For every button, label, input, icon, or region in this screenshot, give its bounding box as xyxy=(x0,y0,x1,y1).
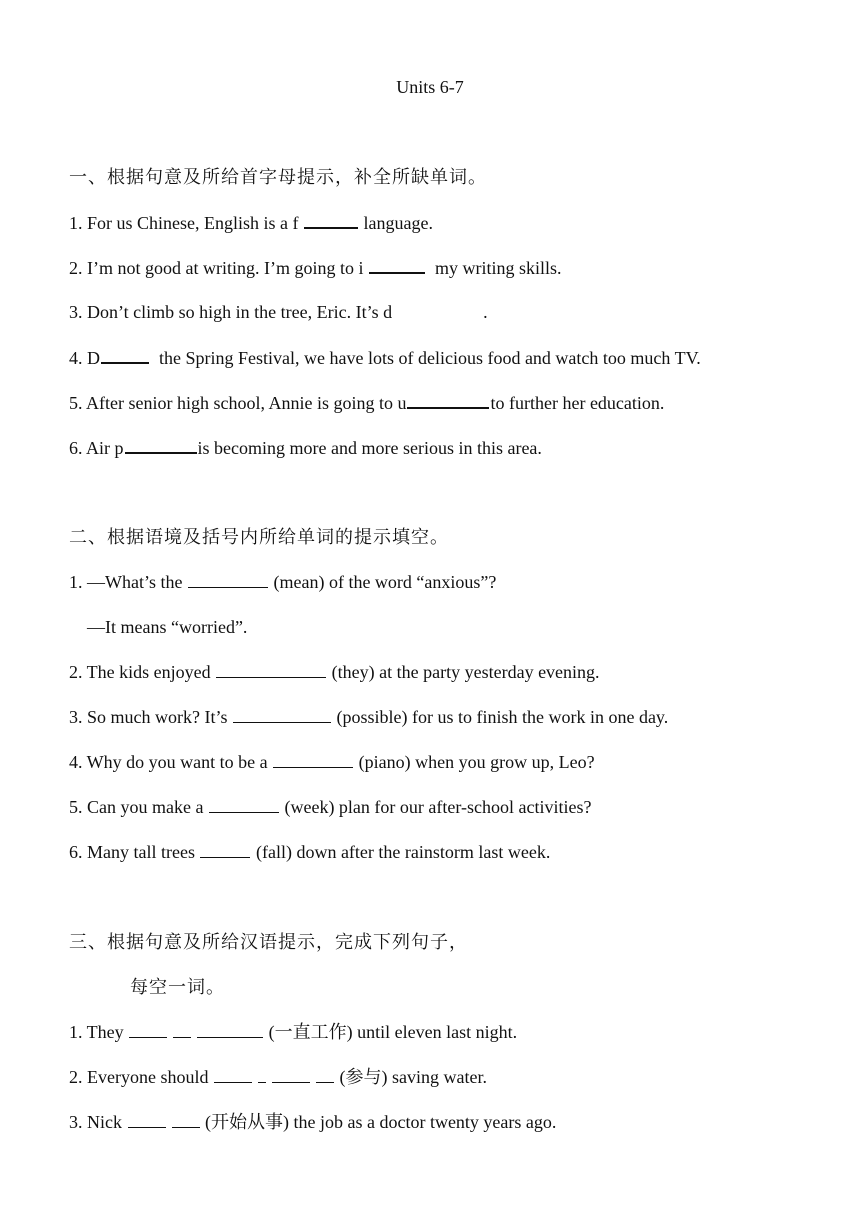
s2-q3-text-b: (possible) for us to finish the work in one day. xyxy=(331,707,669,727)
s2-q5-text-a: 5. Can you make a xyxy=(69,797,208,817)
s3-q1-text-b: (一直工作) until eleven last night. xyxy=(264,1022,518,1042)
s3-question-3 xyxy=(69,1111,556,1133)
s1-q5-blank[interactable] xyxy=(407,391,489,409)
s2-q6-text-b: (fall) down after the rainstorm last week. xyxy=(251,842,551,862)
s1-q4-blank[interactable] xyxy=(101,346,149,364)
s2-question-5 xyxy=(69,796,591,818)
s2-q1-answer-text: —It means “worried”. xyxy=(69,617,248,637)
s3-q2-blank-4[interactable] xyxy=(316,1066,334,1083)
s3-q1-text-a: 1. They xyxy=(69,1022,129,1042)
page-title: Units 6-7 xyxy=(396,77,464,97)
s2-q4-text-b: (piano) when you grow up, Leo? xyxy=(354,752,595,772)
s1-q6-text-a: 6. Air p xyxy=(69,438,124,458)
s2-q3-text-a: 3. So much work? It’s xyxy=(69,707,232,727)
s2-question-1-answer xyxy=(69,616,247,638)
s2-q6-blank[interactable] xyxy=(200,841,250,858)
s3-question-2 xyxy=(69,1066,487,1088)
s2-q1-text-a: 1. —What’s the xyxy=(69,572,187,592)
s2-q4-text-a: 4. Why do you want to be a xyxy=(69,752,273,772)
s3-q2-text-a: 2. Everyone should xyxy=(69,1067,213,1087)
s2-q1-text-b: (mean) of the word “anxious”? xyxy=(268,572,497,592)
section-1-heading: 一、根据句意及所给首字母提示，补全所缺单词。 xyxy=(69,167,487,187)
s1-q6-blank[interactable] xyxy=(125,436,197,454)
s2-q5-blank[interactable] xyxy=(209,796,279,813)
s1-q5-text-a: 5. After senior high school, Annie is going to u xyxy=(69,393,407,413)
s1-q3-text-a: 3. Don’t climb so high in the tree, Eric. It’s d xyxy=(69,302,393,322)
s1-question-4 xyxy=(69,346,701,369)
s1-q3-text-b: . xyxy=(483,302,488,322)
s2-question-1 xyxy=(69,571,496,593)
s3-question-1 xyxy=(69,1021,517,1043)
s1-q2-blank[interactable] xyxy=(369,256,425,274)
s3-q2-blank-1[interactable] xyxy=(214,1066,252,1083)
s2-question-2 xyxy=(69,661,600,683)
s1-question-3 xyxy=(69,301,488,323)
s2-q3-blank[interactable] xyxy=(233,706,331,723)
s3-q1-blank-2[interactable] xyxy=(173,1021,191,1038)
s2-q1-blank[interactable] xyxy=(188,571,268,588)
s2-question-3 xyxy=(69,706,668,728)
s3-q2-text-b: (参与) saving water. xyxy=(334,1067,487,1087)
s3-q3-blank-2[interactable] xyxy=(172,1111,200,1128)
s2-q2-blank[interactable] xyxy=(216,661,326,678)
s2-q5-text-b: (week) plan for our after-school activities? xyxy=(279,797,592,817)
s1-q1-text-a: 1. For us Chinese, English is a f xyxy=(69,213,303,233)
s2-q4-blank[interactable] xyxy=(273,751,353,768)
s1-q6-text-b: is becoming more and more serious in this area. xyxy=(197,438,542,458)
s2-q2-text-b: (they) at the party yesterday evening. xyxy=(327,662,600,682)
s3-q1-blank-3[interactable] xyxy=(197,1021,263,1038)
s1-question-1 xyxy=(69,211,433,234)
s2-q2-text-a: 2. The kids enjoyed xyxy=(69,662,216,682)
section-2-heading: 二、根据语境及括号内所给单词的提示填空。 xyxy=(69,527,449,547)
s3-q2-blank-2[interactable] xyxy=(258,1066,266,1083)
s1-q1-blank[interactable] xyxy=(304,211,358,229)
s1-q2-text-b: my writing skills. xyxy=(425,258,562,278)
s3-q3-blank-1[interactable] xyxy=(128,1111,166,1128)
s3-q3-text-b: (开始从事) the job as a doctor twenty years ago. xyxy=(200,1112,557,1132)
s1-question-6 xyxy=(69,436,542,459)
s1-q4-text-b: the Spring Festival, we have lots of delicious food and watch too much TV. xyxy=(150,348,701,368)
section-3-heading: 三、根据句意及所给汉语提示，完成下列句子， xyxy=(69,932,468,952)
s1-q2-text-a: 2. I’m not good at writing. I’m going to i xyxy=(69,258,368,278)
s1-q4-text-a: 4. D xyxy=(69,348,100,368)
s3-q3-text-a: 3. Nick xyxy=(69,1112,127,1132)
s2-question-4 xyxy=(69,751,595,773)
s1-q5-text-b: to further her education. xyxy=(490,393,665,413)
s2-q6-text-a: 6. Many tall trees xyxy=(69,842,200,862)
s3-q2-blank-3[interactable] xyxy=(272,1066,310,1083)
s1-question-5 xyxy=(69,391,664,414)
s1-q1-text-b: language. xyxy=(359,213,433,233)
section-3-heading-continued: 每空一词。 xyxy=(130,977,225,997)
s1-question-2 xyxy=(69,256,561,279)
s3-q1-blank-1[interactable] xyxy=(129,1021,167,1038)
s2-question-6 xyxy=(69,841,550,863)
